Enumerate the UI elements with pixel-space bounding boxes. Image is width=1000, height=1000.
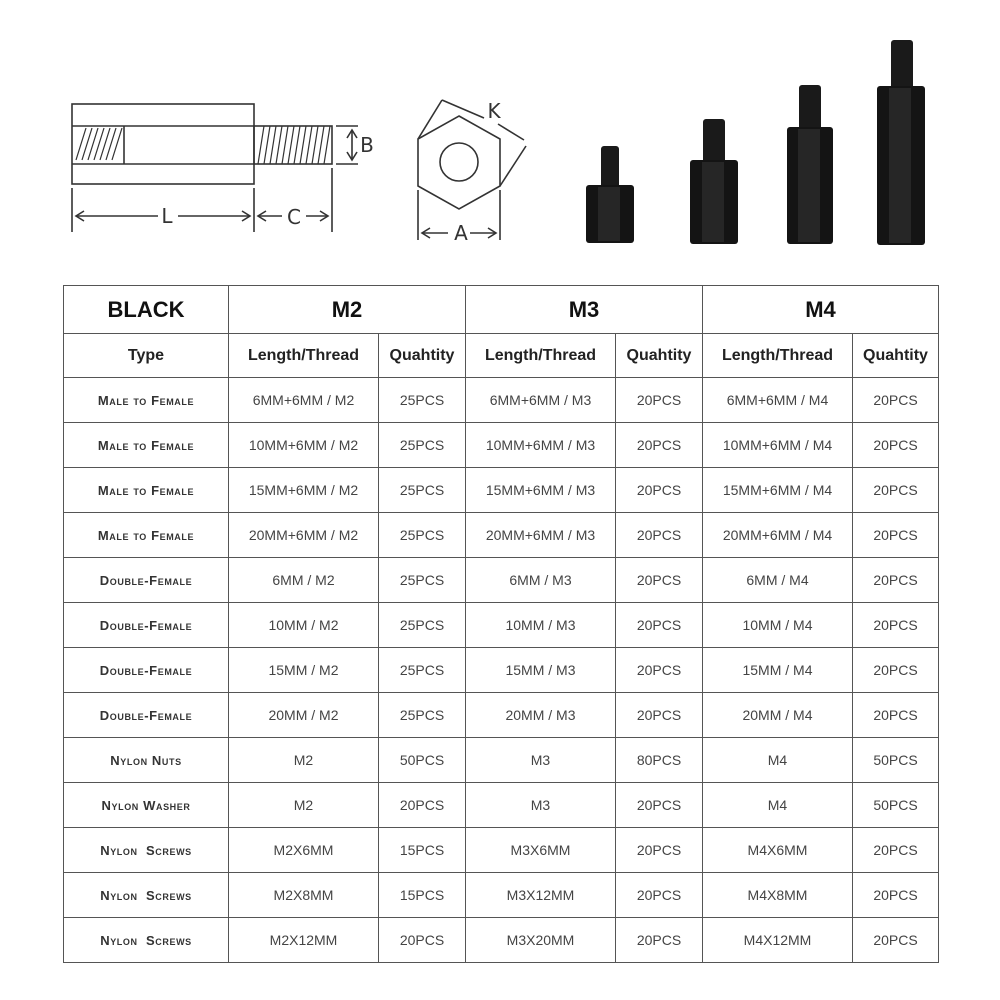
m2-length-cell: M2 bbox=[229, 783, 379, 828]
type-cell: Double-Female bbox=[64, 603, 229, 648]
table-row bbox=[64, 603, 939, 648]
m4-quantity-cell: 20PCS bbox=[853, 918, 939, 963]
m3-quantity-cell: 20PCS bbox=[616, 468, 703, 513]
group-header-m3: M3 bbox=[466, 286, 703, 334]
m2-quantity-cell: 25PCS bbox=[379, 603, 466, 648]
group-header-m4: M4 bbox=[703, 286, 939, 334]
m2-length-cell: M2X12MM bbox=[229, 918, 379, 963]
m3-quantity-cell: 20PCS bbox=[616, 648, 703, 693]
table-row bbox=[64, 738, 939, 783]
type-cell: Double-Female bbox=[64, 648, 229, 693]
m2-length-cell: M2X8MM bbox=[229, 873, 379, 918]
type-cell: Nylon Screws bbox=[64, 918, 229, 963]
type-cell: Double-Female bbox=[64, 558, 229, 603]
length-header: Length/Thread bbox=[703, 334, 853, 378]
table-row bbox=[64, 693, 939, 738]
table-row bbox=[64, 873, 939, 918]
m4-length-cell: M4 bbox=[703, 738, 853, 783]
m3-length-cell: M3 bbox=[466, 738, 616, 783]
type-cell: Male to Female bbox=[64, 513, 229, 558]
m3-length-cell: 6MM+6MM / M3 bbox=[466, 378, 616, 423]
m4-quantity-cell: 20PCS bbox=[853, 873, 939, 918]
m3-quantity-cell: 20PCS bbox=[616, 828, 703, 873]
m4-quantity-cell: 20PCS bbox=[853, 378, 939, 423]
m4-quantity-cell: 20PCS bbox=[853, 513, 939, 558]
m3-length-cell: 15MM / M3 bbox=[466, 648, 616, 693]
m2-quantity-cell: 25PCS bbox=[379, 693, 466, 738]
table-row bbox=[64, 558, 939, 603]
quantity-header: Quahtity bbox=[853, 334, 939, 378]
m3-length-cell: M3 bbox=[466, 783, 616, 828]
table-row bbox=[64, 513, 939, 558]
m4-quantity-cell: 50PCS bbox=[853, 783, 939, 828]
label-l: L bbox=[161, 204, 173, 228]
m2-quantity-cell: 20PCS bbox=[379, 783, 466, 828]
table-row bbox=[64, 468, 939, 513]
m3-quantity-cell: 20PCS bbox=[616, 693, 703, 738]
m2-length-cell: 20MM / M2 bbox=[229, 693, 379, 738]
m4-quantity-cell: 20PCS bbox=[853, 693, 939, 738]
m2-quantity-cell: 25PCS bbox=[379, 648, 466, 693]
m3-length-cell: 15MM+6MM / M3 bbox=[466, 468, 616, 513]
m2-quantity-cell: 25PCS bbox=[379, 468, 466, 513]
m3-length-cell: M3X6MM bbox=[466, 828, 616, 873]
m3-length-cell: M3X20MM bbox=[466, 918, 616, 963]
m2-quantity-cell: 15PCS bbox=[379, 828, 466, 873]
type-cell: Male to Female bbox=[64, 468, 229, 513]
type-cell: Male to Female bbox=[64, 423, 229, 468]
m4-quantity-cell: 50PCS bbox=[853, 738, 939, 783]
m4-length-cell: 10MM+6MM / M4 bbox=[703, 423, 853, 468]
type-cell: Nylon Washer bbox=[64, 783, 229, 828]
m2-length-cell: 6MM / M2 bbox=[229, 558, 379, 603]
table-row bbox=[64, 783, 939, 828]
type-cell: Nylon Nuts bbox=[64, 738, 229, 783]
hex-end-view bbox=[418, 100, 526, 240]
m4-length-cell: 20MM+6MM / M4 bbox=[703, 513, 853, 558]
m2-length-cell: M2 bbox=[229, 738, 379, 783]
table-row bbox=[64, 828, 939, 873]
spec-table bbox=[63, 285, 939, 963]
m3-quantity-cell: 20PCS bbox=[616, 423, 703, 468]
m3-quantity-cell: 20PCS bbox=[616, 873, 703, 918]
m3-quantity-cell: 20PCS bbox=[616, 513, 703, 558]
quantity-header: Quahtity bbox=[379, 334, 466, 378]
table-header-row bbox=[64, 286, 939, 334]
m4-length-cell: M4X8MM bbox=[703, 873, 853, 918]
standoff-photo-m4 bbox=[877, 40, 925, 245]
m4-length-cell: 15MM+6MM / M4 bbox=[703, 468, 853, 513]
m2-length-cell: 15MM / M2 bbox=[229, 648, 379, 693]
type-cell: Nylon Screws bbox=[64, 873, 229, 918]
m4-quantity-cell: 20PCS bbox=[853, 423, 939, 468]
m2-quantity-cell: 25PCS bbox=[379, 378, 466, 423]
type-cell: Male to Female bbox=[64, 378, 229, 423]
table-row bbox=[64, 378, 939, 423]
m3-quantity-cell: 20PCS bbox=[616, 603, 703, 648]
m3-length-cell: 10MM / M3 bbox=[466, 603, 616, 648]
m4-length-cell: M4 bbox=[703, 783, 853, 828]
m3-length-cell: 20MM / M3 bbox=[466, 693, 616, 738]
m4-length-cell: 15MM / M4 bbox=[703, 648, 853, 693]
m4-quantity-cell: 20PCS bbox=[853, 558, 939, 603]
m4-quantity-cell: 20PCS bbox=[853, 648, 939, 693]
m4-quantity-cell: 20PCS bbox=[853, 828, 939, 873]
m4-length-cell: 6MM / M4 bbox=[703, 558, 853, 603]
m2-quantity-cell: 50PCS bbox=[379, 738, 466, 783]
standoff-dimension-drawing bbox=[0, 0, 1000, 280]
m4-length-cell: 20MM / M4 bbox=[703, 693, 853, 738]
m2-length-cell: M2X6MM bbox=[229, 828, 379, 873]
standoff-side-view bbox=[72, 104, 358, 232]
m3-length-cell: 10MM+6MM / M3 bbox=[466, 423, 616, 468]
type-header: Type bbox=[64, 334, 229, 378]
m2-length-cell: 10MM+6MM / M2 bbox=[229, 423, 379, 468]
m2-length-cell: 10MM / M2 bbox=[229, 603, 379, 648]
m2-length-cell: 20MM+6MM / M2 bbox=[229, 513, 379, 558]
m2-quantity-cell: 25PCS bbox=[379, 513, 466, 558]
m3-quantity-cell: 20PCS bbox=[616, 918, 703, 963]
label-a: A bbox=[454, 221, 468, 245]
label-b: B bbox=[360, 133, 374, 157]
m3-quantity-cell: 80PCS bbox=[616, 738, 703, 783]
length-header: Length/Thread bbox=[229, 334, 379, 378]
m4-length-cell: 10MM / M4 bbox=[703, 603, 853, 648]
m2-quantity-cell: 20PCS bbox=[379, 918, 466, 963]
m4-length-cell: M4X12MM bbox=[703, 918, 853, 963]
corner-header: BLACK bbox=[64, 286, 229, 334]
label-c: C bbox=[287, 205, 301, 229]
table-subheader-row bbox=[64, 334, 939, 378]
m2-quantity-cell: 15PCS bbox=[379, 873, 466, 918]
group-header-m2: M2 bbox=[229, 286, 466, 334]
product-diagram bbox=[0, 0, 1000, 280]
m2-quantity-cell: 25PCS bbox=[379, 423, 466, 468]
type-cell: Nylon Screws bbox=[64, 828, 229, 873]
table-row bbox=[64, 423, 939, 468]
m2-length-cell: 15MM+6MM / M2 bbox=[229, 468, 379, 513]
standoff-photo-m2 bbox=[586, 146, 634, 243]
m4-length-cell: M4X6MM bbox=[703, 828, 853, 873]
m2-quantity-cell: 25PCS bbox=[379, 558, 466, 603]
m3-quantity-cell: 20PCS bbox=[616, 378, 703, 423]
standoff-photo-m3-short bbox=[690, 119, 738, 244]
standoff-photo-m3-tall bbox=[787, 85, 833, 244]
m2-length-cell: 6MM+6MM / M2 bbox=[229, 378, 379, 423]
m3-length-cell: 20MM+6MM / M3 bbox=[466, 513, 616, 558]
m4-length-cell: 6MM+6MM / M4 bbox=[703, 378, 853, 423]
m3-length-cell: 6MM / M3 bbox=[466, 558, 616, 603]
quantity-header: Quahtity bbox=[616, 334, 703, 378]
m4-quantity-cell: 20PCS bbox=[853, 468, 939, 513]
label-k: K bbox=[487, 99, 501, 123]
m4-quantity-cell: 20PCS bbox=[853, 603, 939, 648]
m3-length-cell: M3X12MM bbox=[466, 873, 616, 918]
table-row bbox=[64, 648, 939, 693]
length-header: Length/Thread bbox=[466, 334, 616, 378]
type-cell: Double-Female bbox=[64, 693, 229, 738]
table-row bbox=[64, 918, 939, 963]
m3-quantity-cell: 20PCS bbox=[616, 558, 703, 603]
m3-quantity-cell: 20PCS bbox=[616, 783, 703, 828]
